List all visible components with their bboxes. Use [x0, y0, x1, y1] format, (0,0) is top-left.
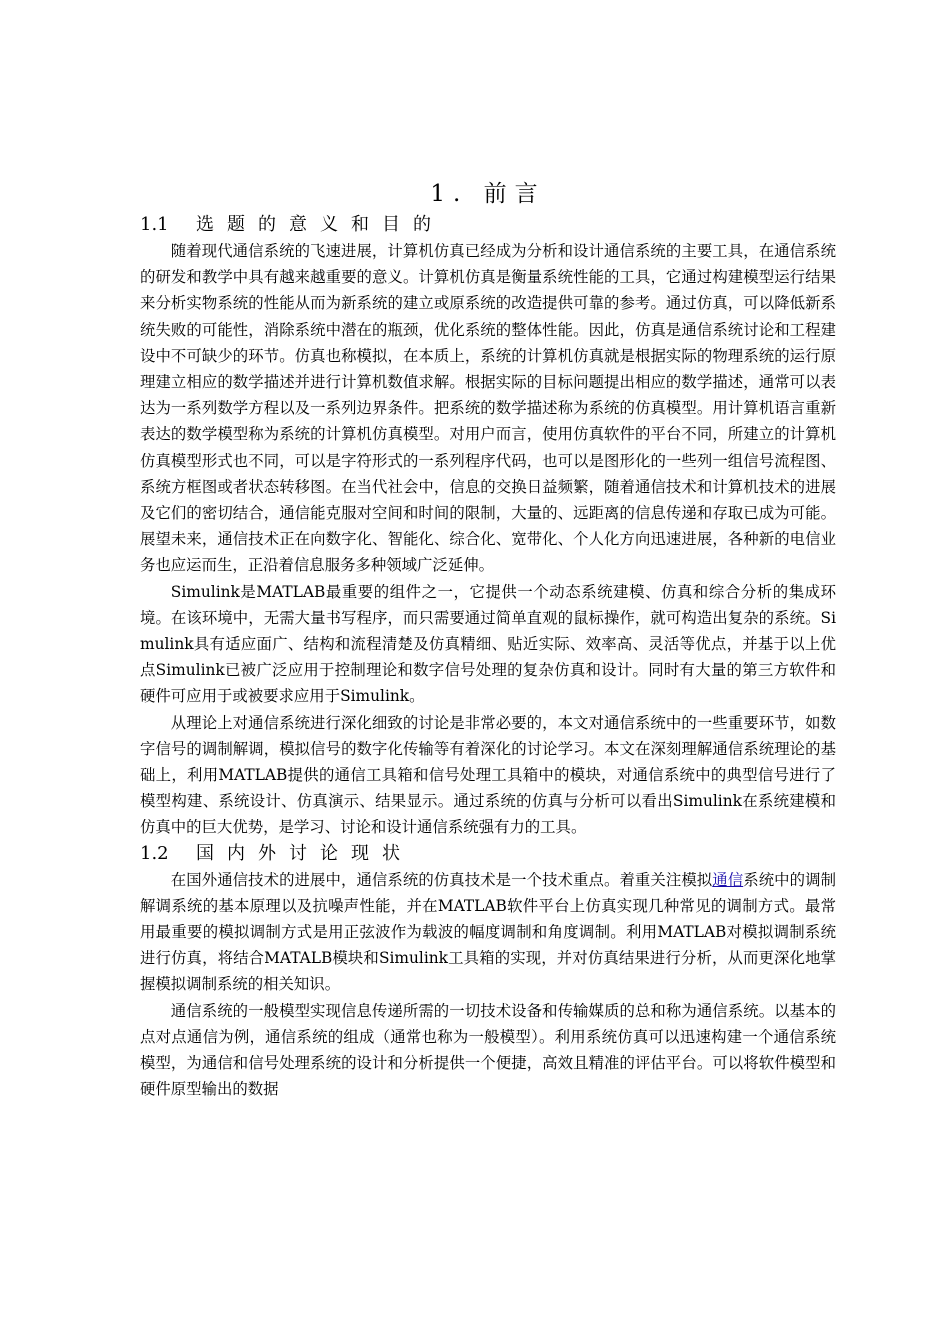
paragraph-text: 在国外通信技术的进展中，通信系统的仿真技术是一个技术重点。着重关注模拟 [170, 870, 713, 889]
paragraph-general-model: 通信系统的一般模型实现信息传递所需的一切技术设备和传输媒质的总和称为通信系统。以基本的点对点通信为例，通信系统的组成（通常也称为一般模型）。利用系统仿真可以迅速构建一个通信系统模型，为通信和信号处理系统的设计和分析提供一个便捷，高效且精准的评估平台。可以将软件模型和硬件原型输出的数据 [140, 1001, 836, 1099]
paragraph-significance: 随着现代通信系统的飞速进展，计算机仿真已经成为分析和设计通信系统的主要工具，在通信系统的研发和教学中具有越来越重要的意义。计算机仿真是衡量系统性能的工具，它通过构建模型运行结果来分析实物系统的性能从而为新系统的建立或原系统的改造提供可靠的参考。通过仿真，可以降低新系统失败的可能性，消除系统中潜在的瓶颈，优化系统的整体性能。因此，仿真是通信系统讨论和工程建设中不可缺少的环节。仿真也称模拟，在本质上，系统的计算机仿真就是根据实际的物理系统的运行原理建立相应的数学描述并进行计算机数值求解。根据实际的目标问题提出相应的数学描述，通常可以表达为一系列数学方程以及一系列边界条件。把系统的数学描述称为系统的仿真模型。用计算机语言重新表达的数学模型称为系统的计算机仿真模型。对用户而言，使用仿真软件的平台不同，所建立的计算机仿真模型形式也不同，可以是字符形式的一系列程序代码，也可以是图形化的一些列一组信号流程图、系统方框图或者状态转移图。在当代社会中，信息的交换日益频繁，随着通信技术和计算机技术的进展及它们的密切结合，通信能克服对空间和时间的限制，大量的、远距离的信息传递和存取已成为可能。展望未来，通信技术正在向数字化、智能化、综合化、宽带化、个人化方向迅速进展，各种新的电信业务也应运而生，正沿着信息服务多种领域广泛延伸。 [140, 242, 836, 575]
section-number: 1.1 [140, 214, 169, 235]
section-title: 国内外讨论现状 [196, 842, 413, 864]
document-page [140, 178, 836, 1103]
paragraph-foreign-status [140, 867, 836, 998]
paragraph-text: 系统中的调制解调系统的基本原理以及抗噪声性能，并在MATLAB软件平台上仿真实现几种常见的调制方式。最常用最重要的模拟调制方式是用正弦波作为载波的幅度调制和角度调制。利用MATLAB对模拟调制系统进行仿真，将结合MATALB模块和Simulink工具箱的实现，并对仿真结果进行分析，从而更深化地掌握模拟调制系统的相关知识。 [140, 870, 836, 994]
section-number: 1.2 [140, 842, 169, 864]
section-heading-1-1 [140, 212, 836, 238]
paragraph-simulink: Simulink是MATLAB最重要的组件之一，它提供一个动态系统建模、仿真和综合分析的集成环境。在该环境中，无需大量书写程序，而只需要通过简单直观的鼠标操作，就可构造出复杂的系统。Simulink具有适应面广、结构和流程清楚及仿真精细、贴近实际、效率高、灵活等优点，并基于以上优点Simulink已被广泛应用于控制理论和数字信号处理的复杂仿真和设计。同时有大量的第三方软件和硬件可应用于或被要求应用于Simulink。 [140, 582, 836, 706]
communication-link[interactable]: 通信 [712, 870, 744, 889]
paragraph-theory: 从理论上对通信系统进行深化细致的讨论是非常必要的，本文对通信系统中的一些重要环节，如数字信号的调制解调，模拟信号的数字化传输等有着深化的讨论学习。本文在深刻理解通信系统理论的基础上，利用MATLAB提供的通信工具箱和信号处理工具箱中的模块，对通信系统中的典型信号进行了模型构建、系统设计、仿真演示、结果显示。通过系统的仿真与分析可以看出Simulink在系统建模和仿真中的巨大优势，是学习、讨论和设计通信系统强有力的工具。 [140, 713, 836, 837]
section-title: 选题的意义和目的 [196, 214, 444, 235]
chapter-title: 1. 前言 [430, 181, 546, 207]
section-heading-1-2 [140, 841, 836, 867]
